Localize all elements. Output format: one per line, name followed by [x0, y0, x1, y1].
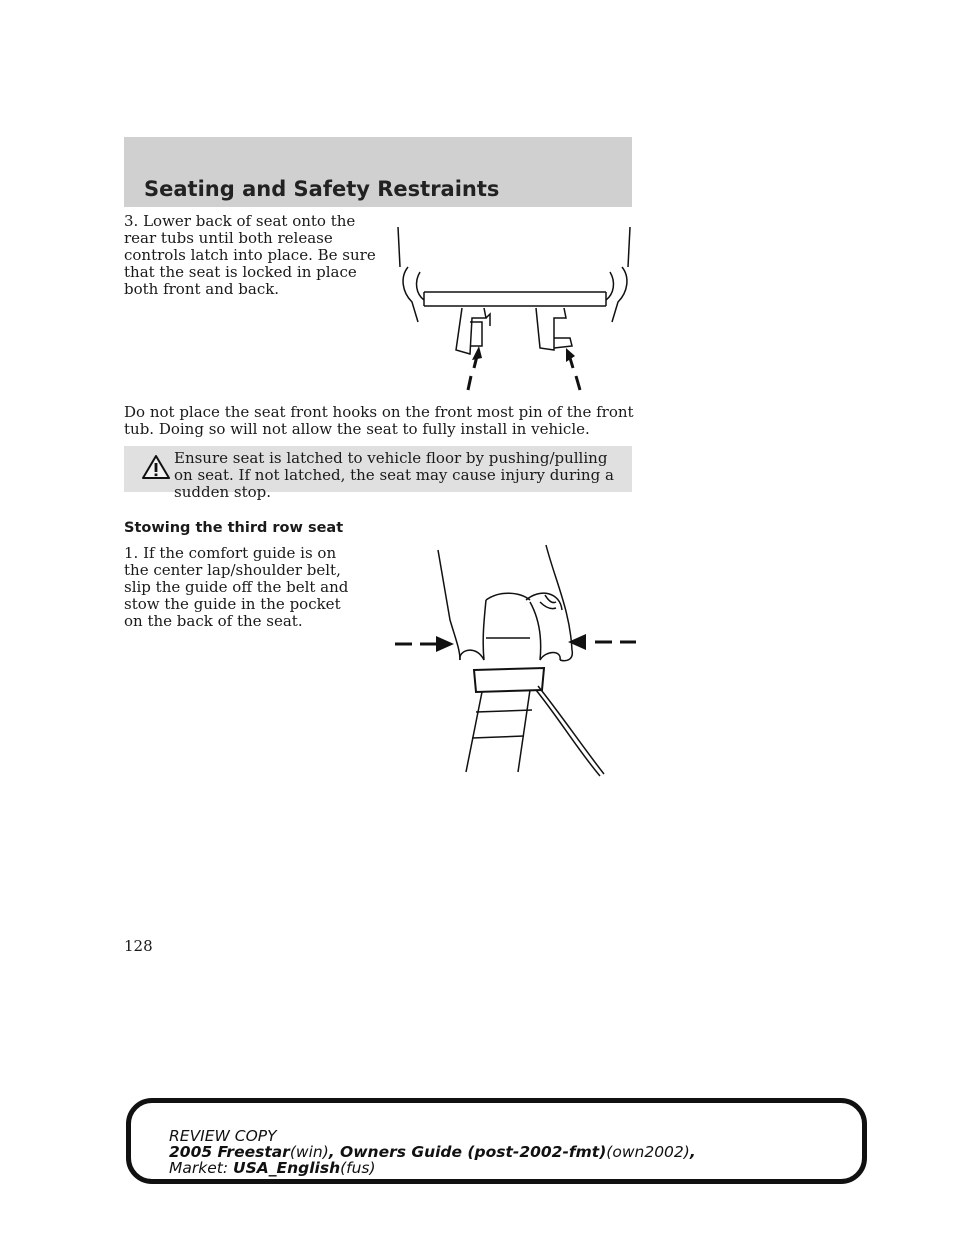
warning-box [124, 446, 632, 501]
guide-name: Owners Guide (post-2002-fmt) [340, 1143, 607, 1161]
model-code: (win) [289, 1143, 329, 1161]
subheading-stowing-third-row: Stowing the third row seat [124, 520, 344, 536]
warning-triangle-icon [142, 454, 170, 480]
section-header-band [124, 137, 632, 207]
step-3-text: 3. Lower back of seat onto the rear tubs until both release controls latch into place. Be sure that the seat is locked in place both front and back. [124, 212, 376, 298]
market-name: USA_English [233, 1159, 341, 1177]
comfort-guide-illustration [390, 540, 640, 780]
warning-text: Ensure seat is latched to vehicle floor by pushing/pulling on seat. If not latched, the seat may cause injury during a sudden stop. [174, 449, 614, 501]
seat-latch-illustration [390, 222, 640, 394]
guide-code: (own2002) [606, 1143, 690, 1161]
review-copy-label: REVIEW COPY [169, 1127, 277, 1145]
review-copy-box [126, 1098, 867, 1184]
market-label: Market: [169, 1159, 229, 1177]
page-number: 128 [124, 937, 153, 955]
separator-1: , [328, 1143, 341, 1161]
review-copy-text [169, 1128, 696, 1176]
installation-note: Do not place the seat front hooks on the front most pin of the front tub. Doing so will not allow the seat to fully install in vehicle. [124, 403, 634, 438]
step-1-text: 1. If the comfort guide is on the center lap/shoulder belt, slip the guide off the belt and stow the guide in the pocket on the back of the seat. [124, 544, 349, 630]
separator-2: , [689, 1143, 696, 1161]
model-name: 2005 Freestar [169, 1143, 290, 1161]
market-code: (fus) [340, 1159, 376, 1177]
section-title: Seating and Safety Restraints [144, 177, 500, 201]
